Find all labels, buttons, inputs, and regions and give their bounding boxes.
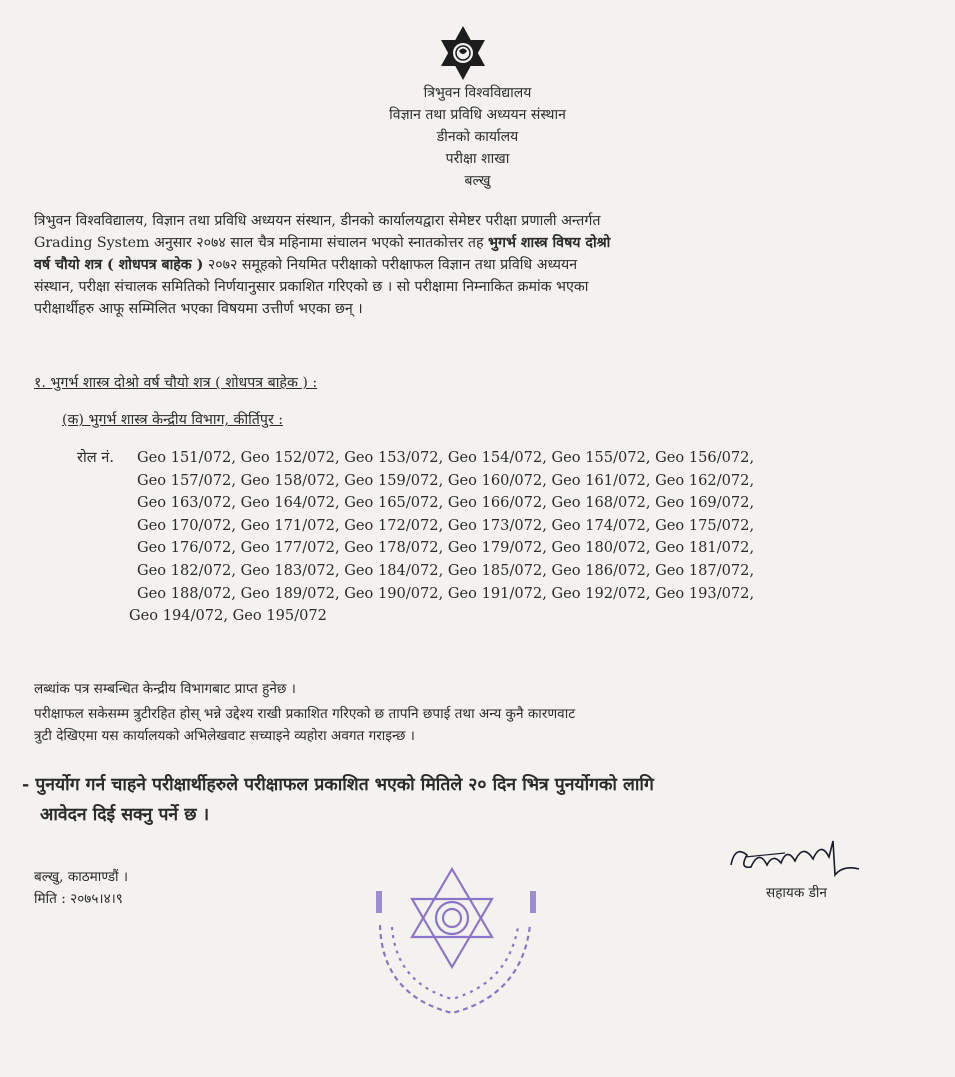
office-stamp-icon [362, 855, 542, 1025]
retotaling-note: - पुनर्योग गर्न चाहने परीक्षार्थीहरुले परीक्षाफल प्रकाशित भएको मितिले २० दिन भित्र पुनर्योगको लागि आवेदन दिई सक्नु पर्ने छ । [22, 775, 654, 825]
location: बल्खु [464, 173, 491, 189]
letterhead [0, 82, 955, 192]
intro-line: परीक्षार्थीहरु आफू सम्मिलित भएका विषयमा उत्तीर्ण भएका छन् । [34, 301, 363, 317]
signatory-title: सहायक डीन [766, 885, 827, 901]
section-heading: १. भुगर्भ शास्त्र दोश्रो वर्ष चौयो शत्र ( शोधपत्र बाहेक ) : [34, 375, 318, 391]
intro-line: वर्ष चौयो शत्र ( शोधपत्र बाहेक ) २०७२ समूहको नियमित परीक्षाको परीक्षाफल विज्ञान तथा प्रविधि अध्ययन [34, 257, 578, 273]
subsection-heading: (क) भुगर्भ शास्त्र केन्द्रीय विभाग, कीर्तिपुर : [62, 412, 284, 428]
error-note: परीक्षाफल सकेसम्म त्रुटीरहित होस् भन्ने उद्देश्य राखी प्रकाशित गरिएको छ तापनि छपाई तथा अन्य कुनै कारणवाट त्रुटी देखिएमा यस कार्यालयको अभिलेखवाट सच्याइने व्यहोरा अवगत गराइन्छ । [34, 706, 576, 744]
intro-line: संस्थान, परीक्षा संचालक समितिको निर्णयानुसार प्रकाशित गरिएको छ । सो परीक्षामा निम्नाकित क्रमांक भएका [34, 279, 589, 295]
intro-line: Grading System अनुसार २०७४ साल चैत्र महिनामा संचालन भएको स्नातकोत्तर तह भुगर्भ शास्त्र विषय दोश्रो [34, 235, 611, 251]
subject-highlight: भुगर्भ शास्त्र विषय दोश्रो [488, 235, 611, 251]
institute-name: विज्ञान तथा प्रविधि अध्ययन संस्थान [389, 107, 566, 123]
section-name: परीक्षा शाखा [445, 151, 510, 167]
roll-row: Geo 182/072, Geo 183/072, Geo 184/072, Geo 185/072, Geo 186/072, Geo 187/072, [137, 561, 755, 579]
intro-line: त्रिभुवन विश्वविद्यालय, विज्ञान तथा प्रविधि अध्ययन संस्थान, डीनको कार्यालयद्वारा सेमेष्टर परीक्षा प्रणाली अन्तर्गत [34, 213, 601, 229]
signature-icon [725, 835, 865, 885]
university-emblem-icon [438, 24, 488, 82]
office-name: डीनको कार्यालय [436, 129, 519, 145]
roll-row: Geo 163/072, Geo 164/072, Geo 165/072, Geo 166/072, Geo 168/072, Geo 169/072, [137, 494, 755, 512]
semester-highlight: वर्ष चौयो शत्र ( शोधपत्र बाहेक ) [34, 257, 204, 273]
university-name: त्रिभुवन विश्वविद्यालय [423, 85, 532, 101]
roll-label: रोल नं. [77, 449, 115, 466]
roll-row: Geo 151/072, Geo 152/072, Geo 153/072, Geo 154/072, Geo 155/072, Geo 156/072, [137, 449, 755, 466]
roll-row: Geo 157/072, Geo 158/072, Geo 159/072, Geo 160/072, Geo 161/072, Geo 162/072, [137, 471, 755, 489]
roll-row: Geo 194/072, Geo 195/072 [129, 607, 327, 625]
roll-grid [129, 447, 907, 628]
intro-paragraph [34, 210, 894, 320]
roll-row: Geo 188/072, Geo 189/072, Geo 190/072, Geo 191/072, Geo 192/072, Geo 193/072, [137, 584, 755, 602]
place-and-date [34, 866, 128, 910]
roll-row: Geo 176/072, Geo 177/072, Geo 178/072, Geo 179/072, Geo 180/072, Geo 181/072, [137, 539, 755, 557]
place: बल्खु, काठमाण्डौं । [34, 869, 129, 885]
date: मिति : २०७५।४।९ [34, 891, 123, 907]
roll-row: Geo 170/072, Geo 171/072, Geo 172/072, Geo 173/072, Geo 174/072, Geo 175/072, [137, 516, 755, 534]
marksheet-note: लब्धांक पत्र सम्बन्धित केन्द्रीय विभागबाट प्राप्त हुनेछ । [34, 681, 296, 697]
